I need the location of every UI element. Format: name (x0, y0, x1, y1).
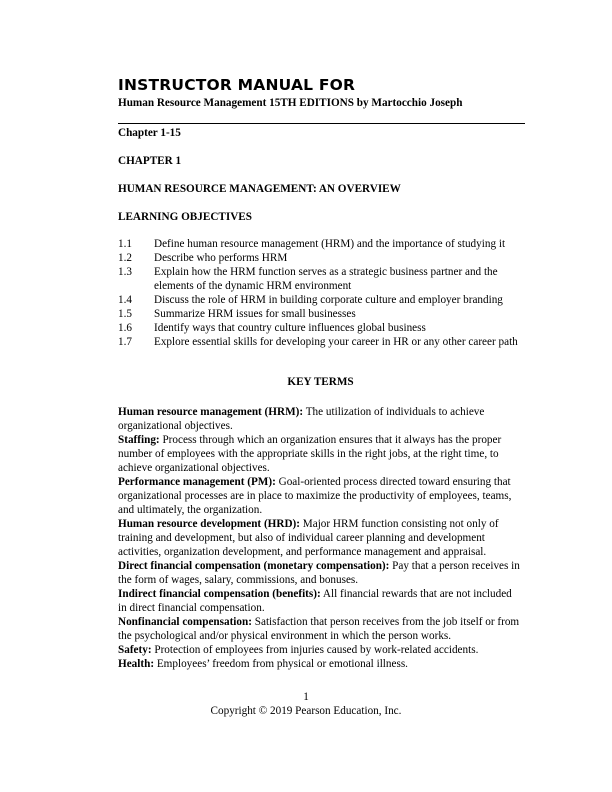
objective-text: Describe who performs HRM (154, 252, 288, 264)
document-title: INSTRUCTOR MANUAL FOR (118, 76, 356, 94)
key-term-definition: Protection of employees from injuries caused by work-related accidents. (154, 644, 479, 656)
key-term-entry (118, 475, 523, 517)
key-term-name: Direct financial compensation (monetary compensation): (118, 560, 390, 572)
key-term-entry (118, 587, 523, 615)
key-term-definition: Goal-oriented process directed toward ensuring that organizational processes are in place to maximize the productivity of employees, teams, and ultimately, the organization. (118, 476, 512, 516)
key-term-name: Health: (118, 658, 155, 670)
chapter-heading: CHAPTER 1 (118, 155, 182, 167)
key-term-entry (118, 559, 523, 587)
objective-item (118, 307, 523, 321)
key-term-definition: All financial rewards that are not included in direct financial compensation. (118, 588, 512, 614)
key-term-name: Staffing: (118, 434, 160, 446)
objective-item (118, 335, 523, 349)
key-term-definition: Pay that a person receives in the form of wages, salary, commissions, and bonuses. (118, 560, 520, 586)
key-term-name: Safety: (118, 644, 152, 656)
document-page (118, 76, 523, 671)
objective-item (118, 251, 523, 265)
key-term-entry (118, 657, 523, 671)
objective-number: 1.6 (118, 322, 132, 334)
key-term-entry (118, 643, 523, 657)
chapter-title: HUMAN RESOURCE MANAGEMENT: AN OVERVIEW (118, 183, 401, 195)
header-divider (118, 123, 525, 124)
key-term-definition: Satisfaction that person receives from the job itself or from the psychological and/or physical environment in which the person works. (118, 616, 520, 642)
objective-item (118, 321, 523, 335)
objective-item (118, 293, 523, 307)
copyright-notice: Copyright © 2019 Pearson Education, Inc. (210, 705, 402, 717)
objective-text: Summarize HRM issues for small businesses (154, 308, 356, 320)
objectives-list (118, 237, 523, 349)
objective-item (118, 265, 523, 293)
objective-number: 1.4 (118, 294, 132, 306)
key-term-entry (118, 615, 523, 643)
key-term-name: Indirect financial compensation (benefits): (118, 588, 321, 600)
objective-item (118, 237, 523, 251)
document-subtitle: Human Resource Management 15TH EDITIONS by Martocchio Joseph (118, 97, 463, 109)
chapters-label: Chapter 1-15 (118, 127, 181, 139)
key-term-name: Human resource development (HRD): (118, 518, 300, 530)
key-terms-heading: KEY TERMS (287, 376, 354, 388)
key-term-entry (118, 433, 523, 475)
objectives-heading: LEARNING OBJECTIVES (118, 211, 252, 223)
objective-text: Identify ways that country culture influences global business (154, 322, 426, 334)
objective-text: Explore essential skills for developing your career in HR or any other career path (154, 336, 518, 348)
objective-text: Define human resource management (HRM) and the importance of studying it (154, 238, 506, 250)
objective-number: 1.3 (118, 266, 132, 278)
objective-text: Discuss the role of HRM in building corporate culture and employer branding (154, 294, 503, 306)
key-term-name: Nonfinancial compensation: (118, 616, 252, 628)
objective-number: 1.5 (118, 308, 132, 320)
key-term-name: Performance management (PM): (118, 476, 276, 488)
page-number: 1 (303, 691, 309, 703)
key-terms-list (118, 405, 523, 671)
objective-number: 1.7 (118, 336, 132, 348)
key-term-definition: Employees’ freedom from physical or emotional illness. (156, 658, 408, 670)
key-term-entry (118, 405, 523, 433)
objective-number: 1.1 (118, 238, 132, 250)
objective-text: Explain how the HRM function serves as a strategic business partner and the elements of the dynamic HRM environment (154, 266, 498, 292)
page-footer (0, 690, 612, 718)
objective-number: 1.2 (118, 252, 132, 264)
key-term-definition: The utilization of individuals to achieve organizational objectives. (118, 406, 485, 432)
key-term-definition: Process through which an organization ensures that it always has the proper number of employees with the appropriate skills in the right jobs, at the right time, to achieve organizational objectives. (118, 434, 502, 474)
key-term-entry (118, 517, 523, 559)
key-term-definition: Major HRM function consisting not only of training and development, but also of individual career planning and development activities, organization development, and performance management and appraisal. (118, 518, 499, 558)
key-term-name: Human resource management (HRM): (118, 406, 304, 418)
